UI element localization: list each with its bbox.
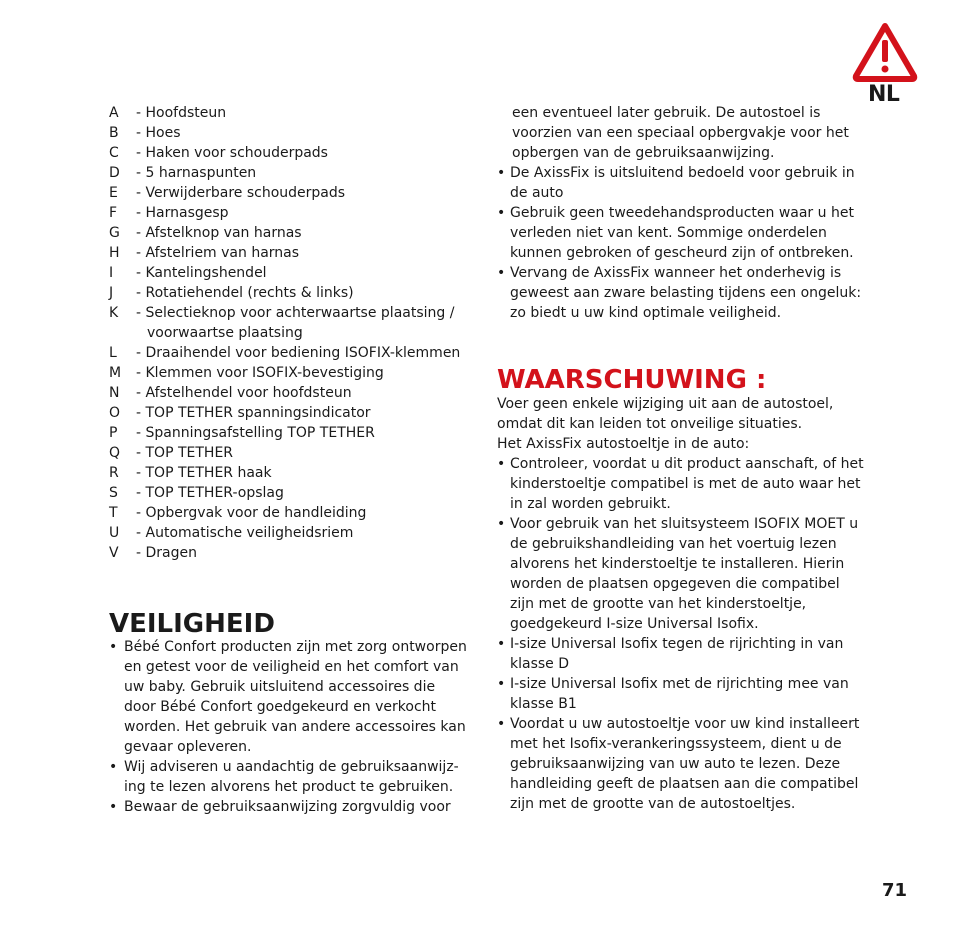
legend-item xyxy=(109,403,469,423)
list-item xyxy=(497,634,867,674)
warning-triangle-icon xyxy=(852,22,918,82)
list-item-text: Gebruik geen tweedehandsproducten waar u het verleden niet van kent. Sommige onderdelen kunnen gebroken of gescheurd zijn of ontbreken. xyxy=(510,205,854,261)
legend-text: - 5 harnaspunten xyxy=(136,165,257,181)
legend-item xyxy=(109,183,469,203)
legend-item xyxy=(109,223,469,243)
legend-item xyxy=(109,503,469,523)
bullet-icon: • xyxy=(497,265,506,281)
parts-legend xyxy=(109,103,469,563)
legend-key: S xyxy=(109,485,118,501)
list-item-text: I-size Universal Isofix tegen de rijrichting in van klasse D xyxy=(510,636,844,672)
list-item-text: Controleer, voordat u dit product aanschaft, of het kinderstoeltje compatibel is met de auto waar het in zal worden gebruikt. xyxy=(510,456,864,512)
legend-text: - Hoes xyxy=(136,125,181,141)
legend-key-spacer xyxy=(109,323,135,343)
legend-key: G xyxy=(109,225,120,241)
bullet-icon: • xyxy=(109,639,118,655)
safety-list-continued xyxy=(497,163,867,323)
legend-text: - TOP TETHER xyxy=(136,445,234,461)
legend-item-continuation xyxy=(109,323,469,343)
legend-text: - TOP TETHER-opslag xyxy=(136,485,284,501)
bullet-icon: • xyxy=(497,676,506,692)
legend-item xyxy=(109,443,469,463)
list-item xyxy=(109,797,469,817)
legend-text: - Afstelhendel voor hoofdsteun xyxy=(136,385,352,401)
legend-key: N xyxy=(109,385,120,401)
legend-key: P xyxy=(109,425,118,441)
list-item-text: Voordat u uw autostoeltje voor uw kind installeert met het Isofix-verankeringssysteem, dient u de gebruiksaanwijzing van uw auto te lezen. Deze handleiding geeft de plaatsen aan die compatibel zijn met de grootte van de autostoeltjes. xyxy=(510,716,860,812)
legend-text: - Opbergvak voor de handleiding xyxy=(136,505,367,521)
waarschuwing-section xyxy=(497,394,867,814)
legend-text: - TOP TETHER haak xyxy=(136,465,272,481)
list-item xyxy=(497,454,867,514)
legend-key: K xyxy=(109,305,119,321)
legend-text: - Automatische veiligheidsriem xyxy=(136,525,354,541)
list-item-text: Bébé Confort producten zijn met zorg ontworpen en getest voor de veiligheid en het comfort van uw baby. Gebruik uitsluitend accessoires die door Bébé Confort goedgekeurd en verkocht worden. Het gebruik van andere accessoires kan gevaar opleveren. xyxy=(124,639,467,755)
continuation-text: een eventueel later gebruik. De autostoel is voorzien van een speciaal opbergvakje voor het opbergen van de gebruiksaanwijzing. xyxy=(512,105,849,161)
bullet-icon: • xyxy=(109,759,118,775)
legend-text: - Harnasgesp xyxy=(136,205,229,221)
legend-key: T xyxy=(109,505,118,521)
legend-item xyxy=(109,283,469,303)
list-item xyxy=(497,514,867,634)
list-item xyxy=(497,163,867,203)
legend-text: - Rotatiehendel (rechts & links) xyxy=(136,285,354,301)
list-item-text: De AxissFix is uitsluitend bedoeld voor gebruik in de auto xyxy=(510,165,855,201)
list-item-text: I-size Universal Isofix met de rijrichting mee van klasse B1 xyxy=(510,676,849,712)
legend-text: - Spanningsafstelling TOP TETHER xyxy=(136,425,375,441)
bullet-icon: • xyxy=(497,516,506,532)
legend-text: - Selectieknop voor achterwaartse plaatsing / xyxy=(136,305,455,321)
legend-key: L xyxy=(109,345,117,361)
bullet-icon: • xyxy=(497,205,506,221)
legend-item xyxy=(109,103,469,123)
legend-key: R xyxy=(109,465,119,481)
legend-item xyxy=(109,383,469,403)
waarschuwing-intro-1: Voer geen enkele wijziging uit aan de autostoel, omdat dit kan leiden tot onveilige situaties. xyxy=(497,396,834,432)
waarschuwing-list xyxy=(497,454,867,814)
list-item xyxy=(109,757,469,797)
waarschuwing-intro-2: Het AxissFix autostoeltje in de auto: xyxy=(497,436,750,452)
legend-key: O xyxy=(109,405,121,421)
bullet-icon: • xyxy=(497,456,506,472)
legend-key: E xyxy=(109,185,118,201)
legend-item xyxy=(109,363,469,383)
legend-item xyxy=(109,143,469,163)
legend-item xyxy=(109,243,469,263)
legend-key: U xyxy=(109,525,120,541)
legend-item xyxy=(109,523,469,543)
legend-item xyxy=(109,123,469,143)
legend-text: - Draaihendel voor bediening ISOFIX-klemmen xyxy=(136,345,461,361)
legend-key: J xyxy=(109,285,114,301)
list-item xyxy=(497,674,867,714)
legend-text: - Afstelknop van harnas xyxy=(136,225,302,241)
legend-item xyxy=(109,543,469,563)
legend-text: - Afstelriem van harnas xyxy=(136,245,300,261)
legend-text: - Hoofdsteun xyxy=(136,105,227,121)
legend-item xyxy=(109,423,469,443)
legend-text: - Haken voor schouderpads xyxy=(136,145,328,161)
veiligheid-list xyxy=(109,637,469,817)
legend-item xyxy=(109,483,469,503)
legend-key: A xyxy=(109,105,119,121)
legend-text-continuation: voorwaartse plaatsing xyxy=(147,325,303,341)
list-item-text: Vervang de AxissFix wanneer het onderhevig is geweest aan zware belasting tijdens een ongeluk: zo biedt u uw kind optimale veiligheid. xyxy=(510,265,862,321)
bullet-icon: • xyxy=(497,636,506,652)
legend-text: - Verwijderbare schouderpads xyxy=(136,185,346,201)
list-item xyxy=(497,263,867,323)
legend-text: - TOP TETHER spanningsindicator xyxy=(136,405,371,421)
legend-text: - Dragen xyxy=(136,545,197,561)
bullet-icon: • xyxy=(497,165,506,181)
section-title-waarschuwing: WAARSCHUWING : xyxy=(497,365,767,395)
safety-continued xyxy=(497,103,867,323)
legend-key: V xyxy=(109,545,119,561)
bullet-icon: • xyxy=(497,716,506,732)
list-item xyxy=(497,203,867,263)
legend-key: M xyxy=(109,365,122,381)
legend-key: I xyxy=(109,265,114,281)
legend-key: Q xyxy=(109,445,121,461)
legend-text: - Klemmen voor ISOFIX-bevestiging xyxy=(136,365,384,381)
legend-key: D xyxy=(109,165,120,181)
legend-item xyxy=(109,343,469,363)
legend-key: C xyxy=(109,145,119,161)
legend-item xyxy=(109,263,469,283)
list-item-text: Bewaar de gebruiksaanwijzing zorgvuldig voor xyxy=(124,799,451,815)
legend-item xyxy=(109,463,469,483)
legend-key: H xyxy=(109,245,120,261)
list-item-text: Wij adviseren u aandachtig de gebruiksaanwijz-ing te lezen alvorens het product te gebruiken. xyxy=(124,759,459,795)
legend-item xyxy=(109,303,469,323)
list-item-text: Voor gebruik van het sluitsysteem ISOFIX MOET u de gebruikshandleiding van het voertuig lezen alvorens het kinderstoeltje te installeren. Hierin worden de plaatsen opgegeven die compatibel zijn met de grootte van het kinderstoeltje, goedgekeurd I-size Universal Isofix. xyxy=(510,516,859,632)
page-number: 71 xyxy=(882,880,908,901)
legend-key: F xyxy=(109,205,118,221)
language-label: NL xyxy=(868,82,900,107)
legend-text: - Kantelingshendel xyxy=(136,265,267,281)
list-item xyxy=(109,637,469,757)
section-title-veiligheid: VEILIGHEID xyxy=(109,609,275,639)
bullet-icon: • xyxy=(109,799,118,815)
legend-item xyxy=(109,163,469,183)
list-item xyxy=(497,714,867,814)
legend-key: B xyxy=(109,125,119,141)
legend-item xyxy=(109,203,469,223)
